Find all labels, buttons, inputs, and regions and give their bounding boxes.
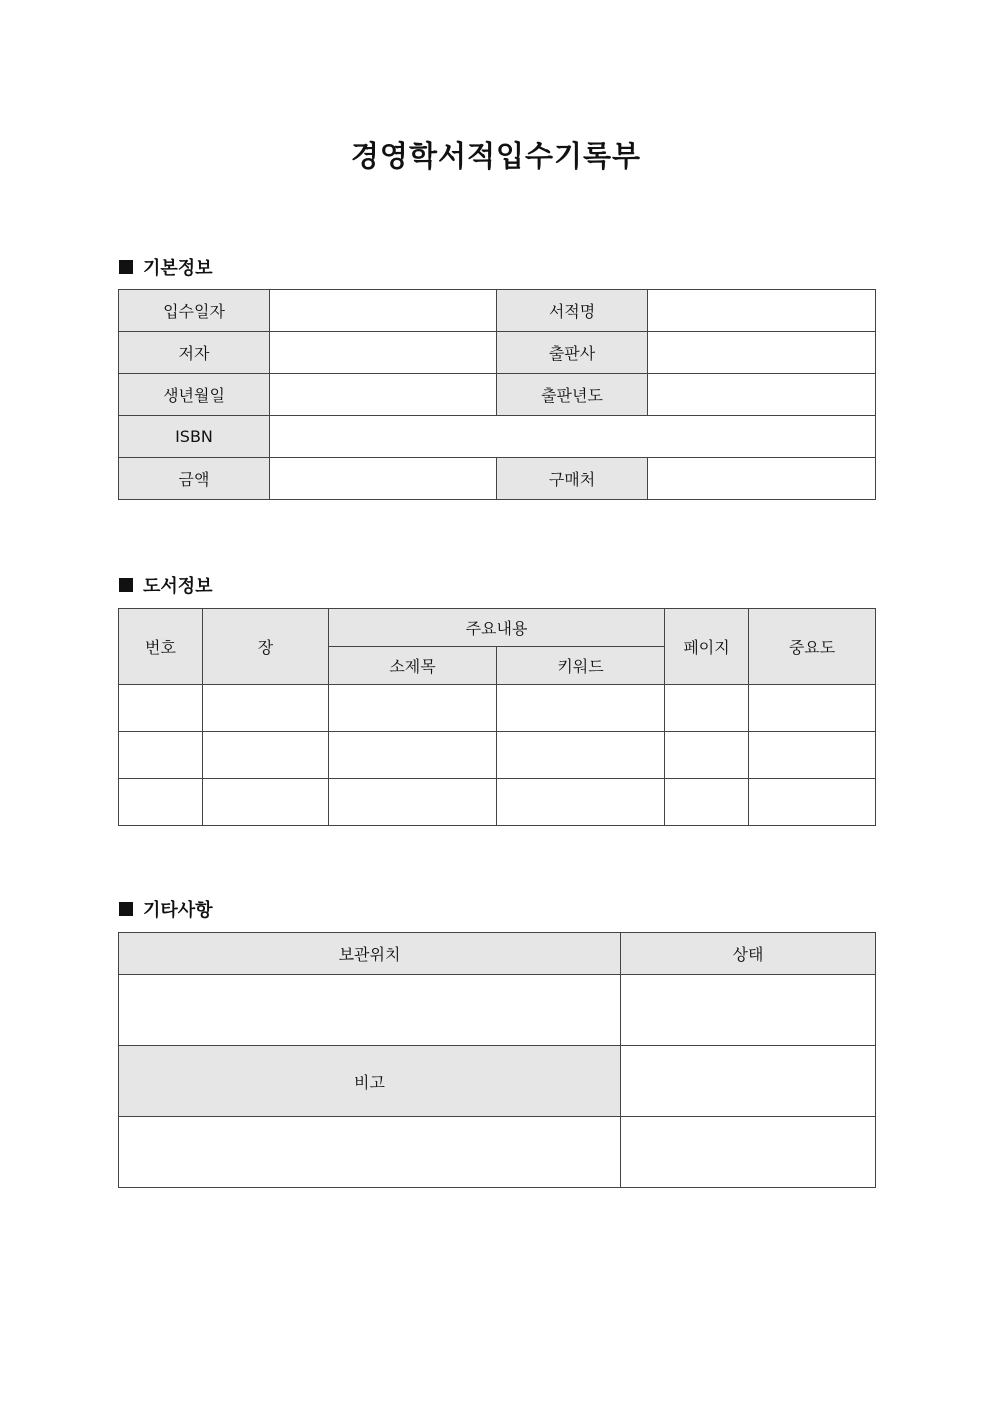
page-cell[interactable] — [665, 779, 749, 826]
table-row — [119, 1117, 876, 1188]
status-field[interactable] — [621, 975, 876, 1046]
table-row — [119, 1046, 876, 1117]
table-row — [119, 685, 876, 732]
table-row — [119, 374, 876, 416]
receipt-date-label: 입수일자 — [119, 290, 270, 332]
basic-info-heading-label: 기본정보 — [143, 258, 213, 279]
keyword-cell[interactable] — [497, 779, 665, 826]
author-label: 저자 — [119, 332, 270, 374]
chapter-cell[interactable] — [203, 779, 329, 826]
remarks-field[interactable] — [119, 1117, 621, 1188]
black-square-icon — [119, 902, 133, 916]
receipt-date-field[interactable] — [270, 290, 497, 332]
storage-location-field[interactable] — [119, 975, 621, 1046]
col-number-header: 번호 — [119, 609, 203, 685]
book-title-field[interactable] — [648, 290, 876, 332]
col-subtitle-header: 소제목 — [329, 647, 497, 685]
subtitle-cell[interactable] — [329, 732, 497, 779]
col-chapter-header: 장 — [203, 609, 329, 685]
other-info-heading-label: 기타사항 — [143, 900, 213, 921]
table-header-row — [119, 609, 876, 647]
page-title: 경영학서적입수기록부 — [350, 139, 642, 173]
basic-info-table — [118, 289, 876, 500]
col-main-content-header: 주요내용 — [329, 609, 665, 647]
amount-label: 금액 — [119, 458, 270, 500]
book-info-heading — [119, 572, 213, 598]
book-info-table — [118, 608, 876, 826]
publisher-field[interactable] — [648, 332, 876, 374]
table-row — [119, 290, 876, 332]
book-info-heading-label: 도서정보 — [143, 576, 213, 597]
col-importance-header: 중요도 — [749, 609, 876, 685]
col-page-header: 페이지 — [665, 609, 749, 685]
chapter-cell[interactable] — [203, 732, 329, 779]
table-row — [119, 779, 876, 826]
publish-year-label: 출판년도 — [497, 374, 648, 416]
other-info-heading — [119, 896, 213, 922]
status-field-3[interactable] — [621, 1117, 876, 1188]
table-row — [119, 458, 876, 500]
number-cell[interactable] — [119, 779, 203, 826]
remarks-label: 비고 — [119, 1046, 621, 1117]
table-row — [119, 332, 876, 374]
number-cell[interactable] — [119, 685, 203, 732]
book-title-label: 서적명 — [497, 290, 648, 332]
table-header-row — [119, 933, 876, 975]
storage-location-label: 보관위치 — [119, 933, 621, 975]
subtitle-cell[interactable] — [329, 685, 497, 732]
keyword-cell[interactable] — [497, 685, 665, 732]
amount-field[interactable] — [270, 458, 497, 500]
publish-year-field[interactable] — [648, 374, 876, 416]
status-label: 상태 — [621, 933, 876, 975]
number-cell[interactable] — [119, 732, 203, 779]
purchase-place-field[interactable] — [648, 458, 876, 500]
isbn-label: ISBN — [119, 416, 270, 458]
importance-cell[interactable] — [749, 685, 876, 732]
subtitle-cell[interactable] — [329, 779, 497, 826]
purchase-place-label: 구매처 — [497, 458, 648, 500]
table-row — [119, 416, 876, 458]
page-cell[interactable] — [665, 685, 749, 732]
other-info-table — [118, 932, 876, 1188]
table-row — [119, 732, 876, 779]
importance-cell[interactable] — [749, 732, 876, 779]
author-field[interactable] — [270, 332, 497, 374]
birth-date-label: 생년월일 — [119, 374, 270, 416]
page-cell[interactable] — [665, 732, 749, 779]
status-field-2[interactable] — [621, 1046, 876, 1117]
importance-cell[interactable] — [749, 779, 876, 826]
col-keyword-header: 키워드 — [497, 647, 665, 685]
black-square-icon — [119, 260, 133, 274]
table-row — [119, 975, 876, 1046]
isbn-field[interactable] — [270, 416, 876, 458]
black-square-icon — [119, 578, 133, 592]
publisher-label: 출판사 — [497, 332, 648, 374]
basic-info-heading — [119, 254, 213, 280]
keyword-cell[interactable] — [497, 732, 665, 779]
birth-date-field[interactable] — [270, 374, 497, 416]
chapter-cell[interactable] — [203, 685, 329, 732]
